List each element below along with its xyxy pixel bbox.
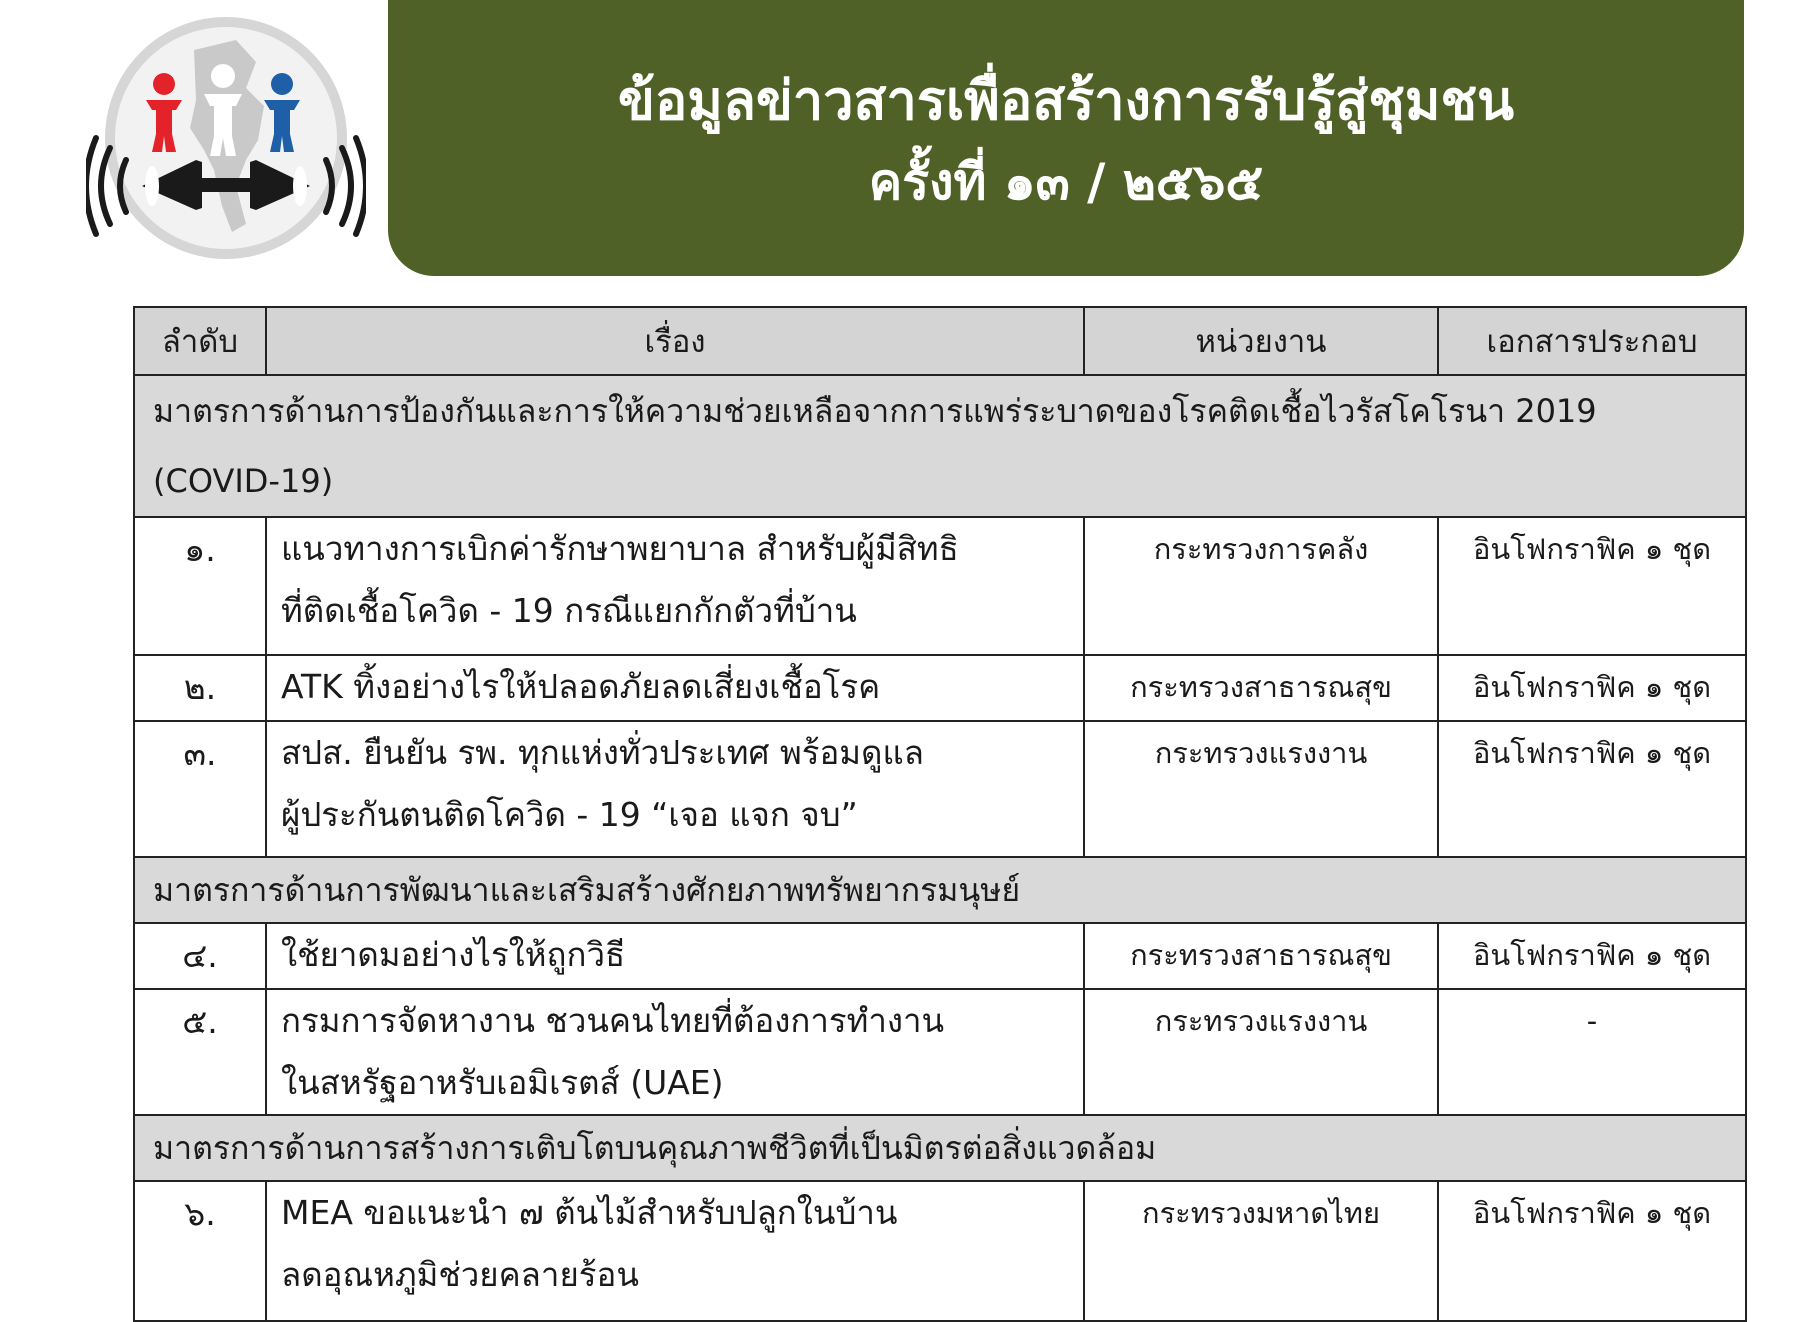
news-table	[133, 306, 1747, 1322]
section-title: มาตรการด้านการพัฒนาและเสริมสร้างศักยภาพทรัพยากรมนุษย์	[134, 857, 1746, 923]
row-number: ๑.	[134, 517, 266, 655]
community-info-logo	[86, 10, 366, 270]
column-header-topic: เรื่อง	[266, 307, 1084, 375]
row-number: ๓.	[134, 721, 266, 857]
row-topic-line1: ATK ทิ้งอย่างไรให้ปลอดภัยลดเสี่ยงเชื้อโรค	[281, 667, 881, 706]
table-row	[134, 655, 1746, 721]
row-topic-line2: ผู้ประกันตนติดโควิด - 19 “เจอ แจก จบ”	[281, 795, 858, 834]
row-document: อินโฟกราฟิค ๑ ชุด	[1438, 1181, 1746, 1321]
row-topic	[266, 989, 1084, 1115]
row-topic-line1: แนวทางการเบิกค่ารักษาพยาบาล สำหรับผู้มีสิทธิ	[281, 529, 959, 568]
row-agency: กระทรวงสาธารณสุข	[1084, 923, 1438, 989]
row-topic	[266, 1181, 1084, 1321]
table-row	[134, 721, 1746, 857]
row-document: อินโฟกราฟิค ๑ ชุด	[1438, 721, 1746, 857]
page-title: ข้อมูลข่าวสารเพื่อสร้างการรับรู้สู่ชุมชน	[617, 69, 1515, 132]
row-document: อินโฟกราฟิค ๑ ชุด	[1438, 517, 1746, 655]
table-row	[134, 1181, 1746, 1321]
row-topic	[266, 721, 1084, 857]
section-header	[134, 857, 1746, 923]
row-agency: กระทรวงแรงงาน	[1084, 989, 1438, 1115]
row-topic	[266, 517, 1084, 655]
row-topic	[266, 923, 1084, 989]
page-subtitle: ครั้งที่ ๑๓ / ๒๕๖๕	[868, 153, 1264, 211]
row-document: อินโฟกราฟิค ๑ ชุด	[1438, 923, 1746, 989]
row-topic	[266, 655, 1084, 721]
row-number: ๔.	[134, 923, 266, 989]
section-header	[134, 375, 1746, 517]
table-row	[134, 989, 1746, 1115]
row-topic-line1: สปส. ยืนยัน รพ. ทุกแห่งทั่วประเทศ พร้อมดูแล	[281, 733, 924, 772]
row-number: ๖.	[134, 1181, 266, 1321]
row-topic-line1: ใช้ยาดมอย่างไรให้ถูกวิธี	[281, 935, 626, 974]
row-topic-line2: ในสหรัฐอาหรับเอมิเรตส์ (UAE)	[281, 1063, 724, 1102]
row-topic-line1: MEA ขอแนะนำ ๗ ต้นไม้สำหรับปลูกในบ้าน	[281, 1193, 898, 1232]
row-topic-line2: ลดอุณหภูมิช่วยคลายร้อน	[281, 1255, 639, 1294]
row-topic-line1: กรมการจัดหางาน ชวนคนไทยที่ต้องการทำงาน	[281, 1001, 945, 1040]
title-banner	[388, 0, 1744, 276]
row-agency: กระทรวงมหาดไทย	[1084, 1181, 1438, 1321]
column-header-no: ลำดับ	[134, 307, 266, 375]
row-document: -	[1438, 989, 1746, 1115]
row-number: ๒.	[134, 655, 266, 721]
section-title: มาตรการด้านการป้องกันและการให้ความช่วยเหลือจากการแพร่ระบาดของโรคติดเชื้อไวรัสโคโรนา 2019 (COVID-19)	[134, 375, 1746, 517]
row-document: อินโฟกราฟิค ๑ ชุด	[1438, 655, 1746, 721]
table-header-row	[134, 307, 1746, 375]
section-title: มาตรการด้านการสร้างการเติบโตบนคุณภาพชีวิตที่เป็นมิตรต่อสิ่งแวดล้อม	[134, 1115, 1746, 1181]
row-agency: กระทรวงการคลัง	[1084, 517, 1438, 655]
table-row	[134, 923, 1746, 989]
row-agency: กระทรวงแรงงาน	[1084, 721, 1438, 857]
table-row	[134, 517, 1746, 655]
row-agency: กระทรวงสาธารณสุข	[1084, 655, 1438, 721]
row-topic-line2: ที่ติดเชื้อโควิด - 19 กรณีแยกกักตัวที่บ้าน	[281, 591, 857, 630]
column-header-doc: เอกสารประกอบ	[1438, 307, 1746, 375]
column-header-agency: หน่วยงาน	[1084, 307, 1438, 375]
section-header	[134, 1115, 1746, 1181]
row-number: ๕.	[134, 989, 266, 1115]
